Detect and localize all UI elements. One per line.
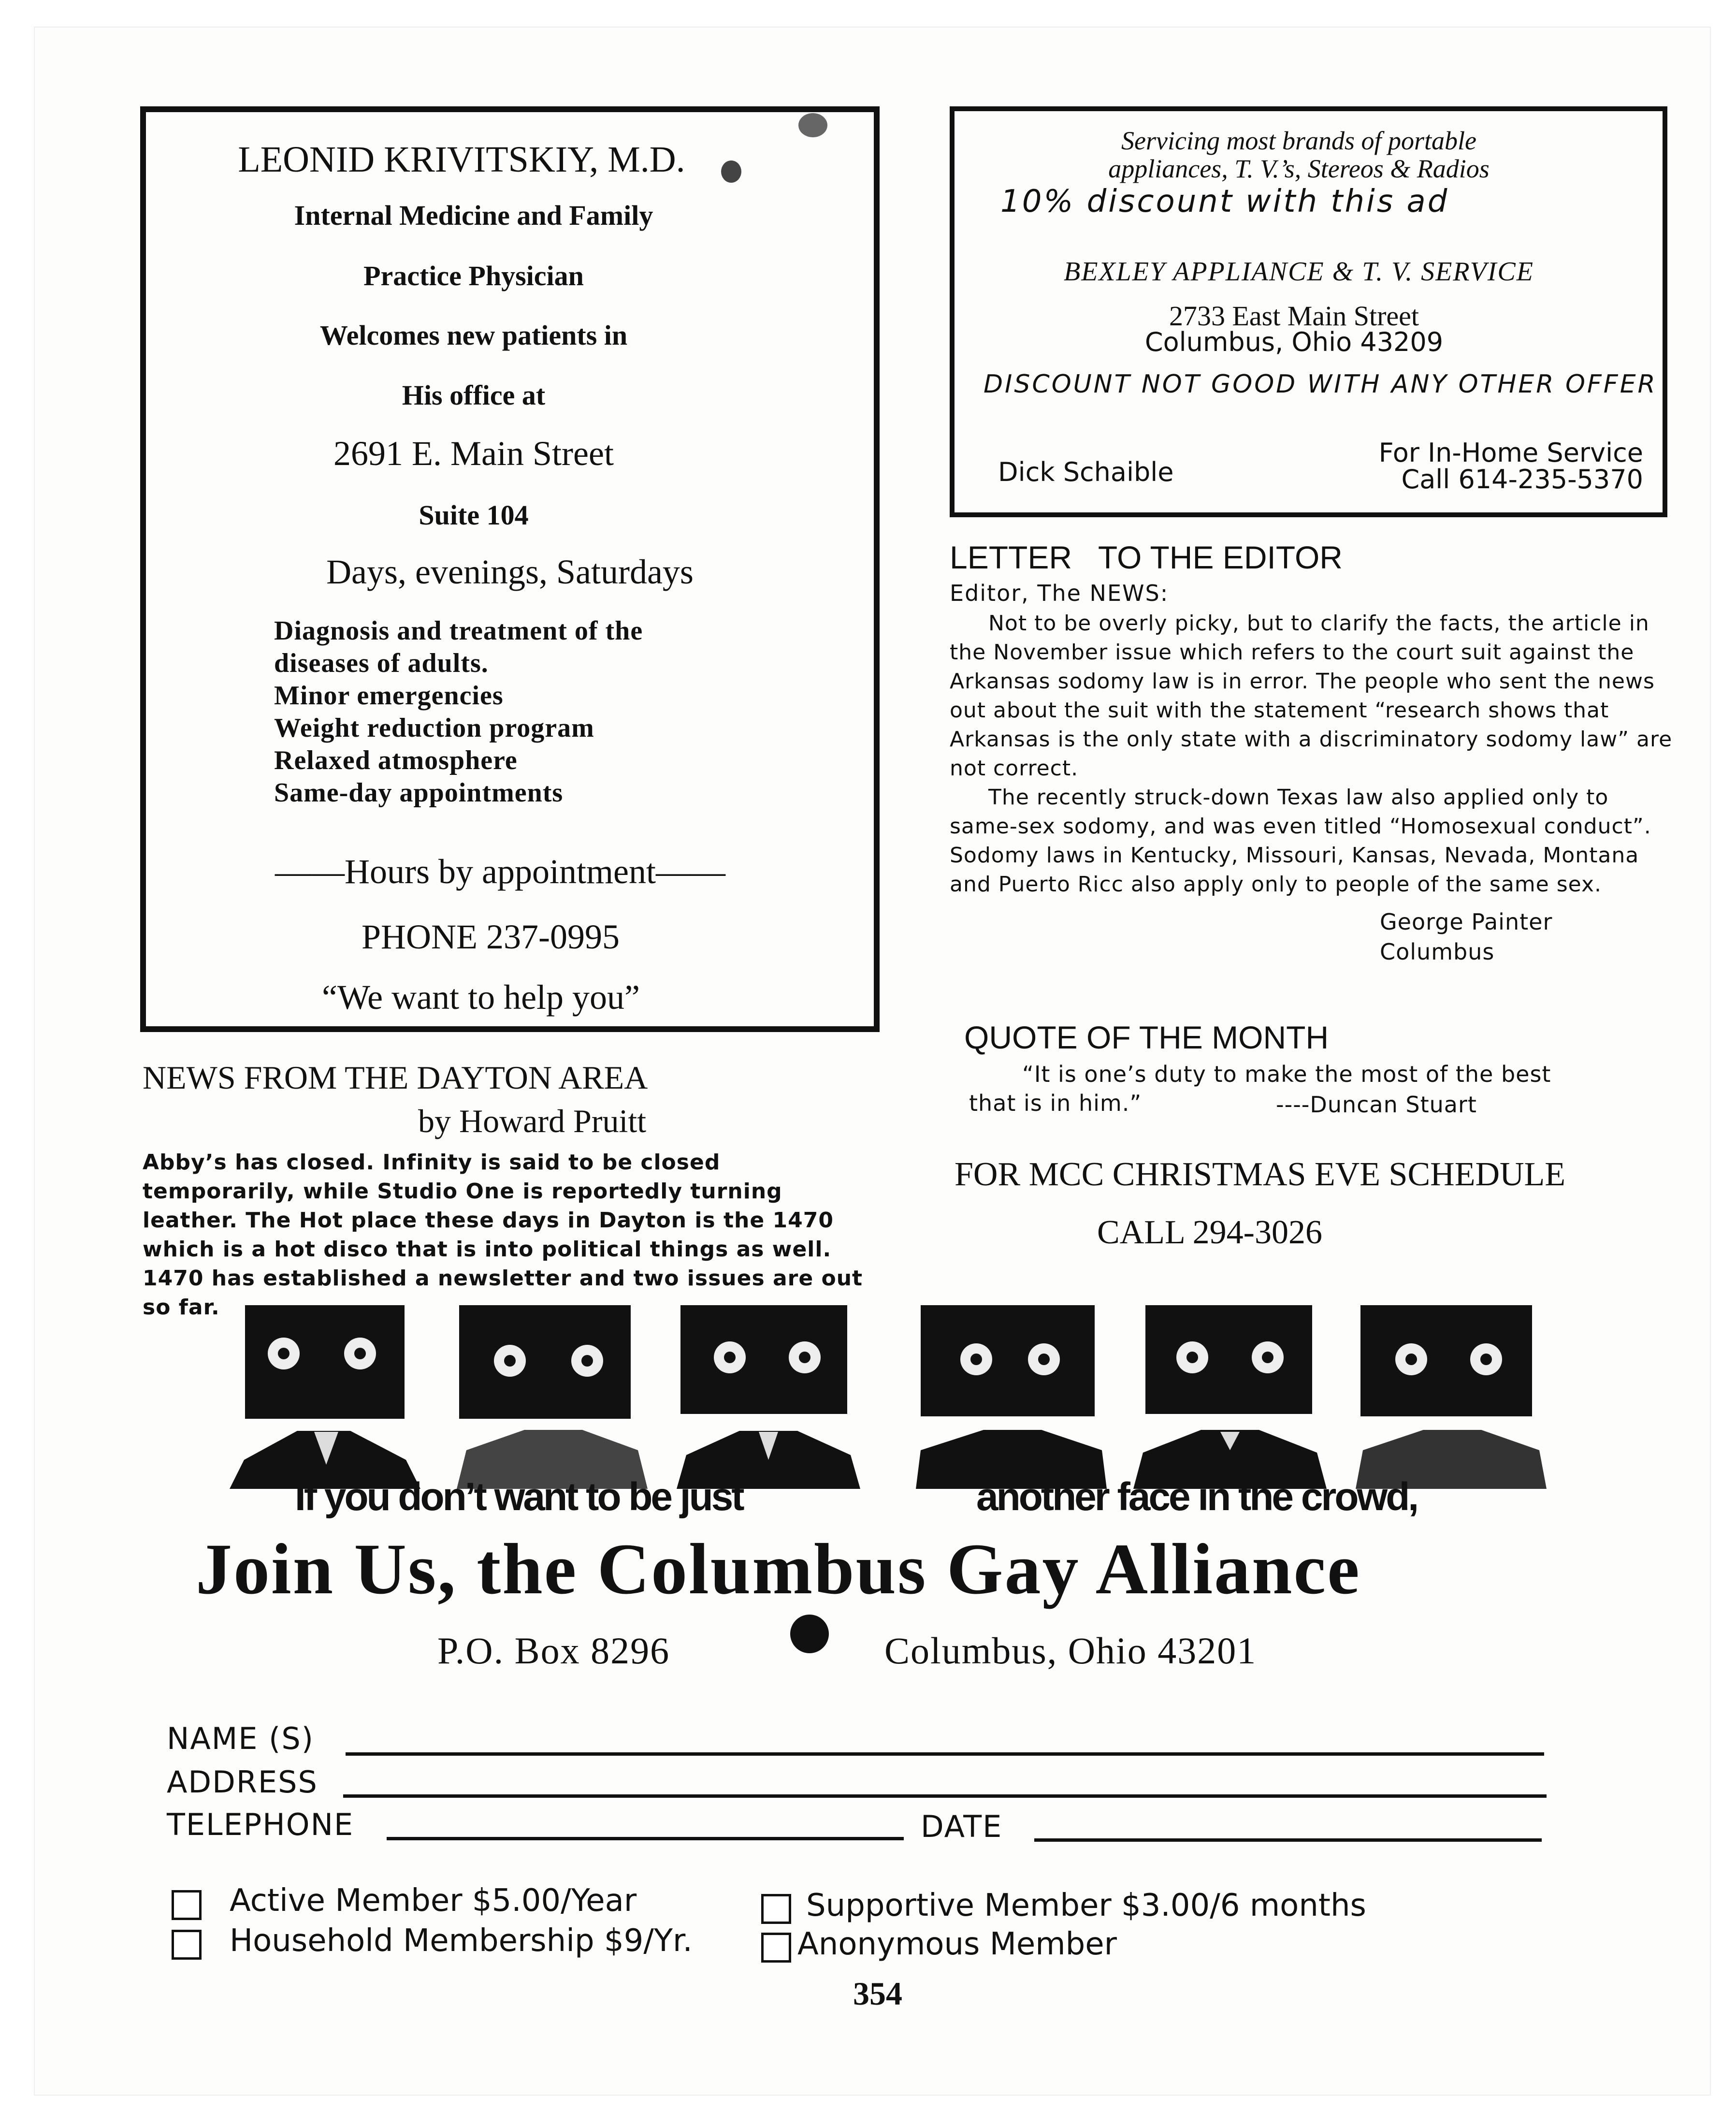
ink-stain (798, 113, 827, 137)
doctor-welcome-line: Welcomes new patients in (319, 320, 628, 351)
option-household-membership: Household Membership $9/Yr. (230, 1923, 693, 1959)
letter-salutation: Editor, The NEWS: (950, 580, 1169, 606)
quote-text-line1: “It is one’s duty to make the most of the best (1022, 1061, 1551, 1087)
form-date-field[interactable] (1034, 1838, 1542, 1842)
alliance-city: Columbus, Ohio 43201 (884, 1630, 1257, 1672)
appliance-contact-name: Dick Schaible (998, 457, 1174, 487)
doctor-specialty-line2: Practice Physician (363, 260, 584, 291)
service-item: Same-day appointments (274, 778, 564, 808)
cassette-head-figure (1356, 1305, 1549, 1489)
handwritten-discount: 10% discount with this ad (1000, 184, 1449, 219)
letter-body (950, 609, 1675, 899)
dayton-byline: by Howard Pruitt (418, 1103, 647, 1139)
mcc-phone: CALL 294-3026 (1097, 1214, 1322, 1251)
doctor-office-line: His office at (402, 379, 546, 411)
handwritten-offer-note: DISCOUNT NOT GOOD WITH ANY OTHER OFFER (984, 370, 1657, 399)
letter-signature-city: Columbus (1380, 939, 1495, 965)
doctor-ad-box (140, 106, 880, 1032)
ink-stain-small (721, 160, 741, 183)
option-active-member: Active Member $5.00/Year (230, 1883, 637, 1919)
service-item: Weight reduction program (274, 713, 594, 743)
appliance-street: 2733 East Main Street (1169, 300, 1419, 332)
form-name-field[interactable] (346, 1752, 1544, 1756)
dayton-body: Abby’s has closed. Infinity is said to be closed temporarily, while Studio One is reportedly turning leather. The Hot place these days in Dayton is the 1470 which is a hot disco that is into political things as well. 1470 has established a newsletter and two issues are out so far. (143, 1150, 863, 1320)
alliance-pobox: P.O. Box 8296 (437, 1630, 670, 1672)
option-supportive-member: Supportive Member $3.00/6 months (806, 1888, 1366, 1923)
cassette-head-figure (230, 1305, 423, 1489)
supportive-member-checkbox[interactable] (761, 1894, 791, 1924)
form-telephone-field[interactable] (387, 1837, 904, 1840)
alliance-join-headline: Join Us, the Columbus Gay Alliance (196, 1529, 1361, 1609)
doctor-phone: PHONE 237-0995 (362, 917, 620, 956)
cassette-head-figure (677, 1305, 860, 1489)
form-name-label: NAME (S) (167, 1721, 314, 1756)
page-number: 354 (853, 1975, 902, 2012)
form-telephone-label: TELEPHONE (167, 1807, 354, 1842)
service-item: Minor emergencies (274, 681, 504, 711)
appliance-service-phone: Call 614-235-5370 (1401, 464, 1643, 495)
doctor-hours: ——Hours by appointment—— (275, 852, 725, 891)
letter-paragraph: The recently struck-down Texas law also applied only to same-sex sodomy, and was even titled “Homosexual conduct”. Sodomy laws in Kentucky, Missouri, Kansas, Nevada, Montana and Puerto Ricc also apply only to people of the same sex. (950, 785, 1651, 897)
letter-title: LETTER TO THE EDITOR (950, 539, 1343, 575)
household-membership-checkbox[interactable] (172, 1930, 202, 1960)
doctor-suite: Suite 104 (419, 499, 529, 531)
doctor-name: LEONID KRIVITSKIY, M.D. (238, 139, 685, 180)
anonymous-member-checkbox[interactable] (761, 1933, 791, 1963)
doctor-slogan: “We want to help you” (322, 978, 640, 1017)
doctor-days: Days, evenings, Saturdays (326, 553, 694, 591)
option-anonymous-member: Anonymous Member (797, 1926, 1117, 1962)
doctor-address: 2691 E. Main Street (333, 434, 614, 473)
quote-title: QUOTE OF THE MONTH (964, 1019, 1329, 1055)
doctor-specialty-line1: Internal Medicine and Family (294, 200, 653, 231)
quote-text-line2: that is in him.” (969, 1090, 1142, 1116)
appliance-city: Columbus, Ohio 43209 (1144, 327, 1444, 357)
form-address-field[interactable] (343, 1794, 1547, 1798)
service-item: Diagnosis and treatment of the (274, 616, 643, 646)
cassette-head-figure (1133, 1305, 1327, 1489)
mcc-schedule: FOR MCC CHRISTMAS EVE SCHEDULE (955, 1156, 1566, 1193)
appliance-business-name: BEXLEY APPLIANCE & T. V. SERVICE (1064, 257, 1534, 287)
form-address-label: ADDRESS (167, 1764, 318, 1800)
service-item: diseases of adults. (274, 648, 489, 678)
appliance-service-label: For In-Home Service (1378, 437, 1643, 468)
letter-signature-name: George Painter (1380, 909, 1553, 935)
form-date-label: DATE (921, 1809, 1003, 1844)
cassette-head-figure (916, 1305, 1109, 1489)
doctor-services-list (274, 615, 643, 809)
letter-paragraph: Not to be overly picky, but to clarify the facts, the article in the November issue which refers to the court suit against the Arkansas sodomy law is in error. The people who sent the news out about the suit with the statement “research shows that Arkansas is the only state with a discriminatory sodomy law” are not correct. (950, 611, 1673, 781)
active-member-checkbox[interactable] (172, 1890, 202, 1920)
alliance-headline-left: If you don’t want to be just (295, 1475, 743, 1519)
appliance-tagline-2: appliances, T. V.’s, Stereos & Radios (1108, 154, 1490, 183)
alliance-headline-right: another face in the crowd, (976, 1475, 1418, 1519)
appliance-tagline-1: Servicing most brands of portable (1121, 126, 1476, 155)
cassette-head-figure (457, 1305, 650, 1489)
quote-author: ----Duncan Stuart (1276, 1092, 1477, 1118)
dayton-title: NEWS FROM THE DAYTON AREA (143, 1059, 648, 1096)
appliance-ad-box (950, 106, 1667, 517)
bullet-dot-icon (790, 1615, 829, 1653)
service-item: Relaxed atmosphere (274, 745, 518, 775)
